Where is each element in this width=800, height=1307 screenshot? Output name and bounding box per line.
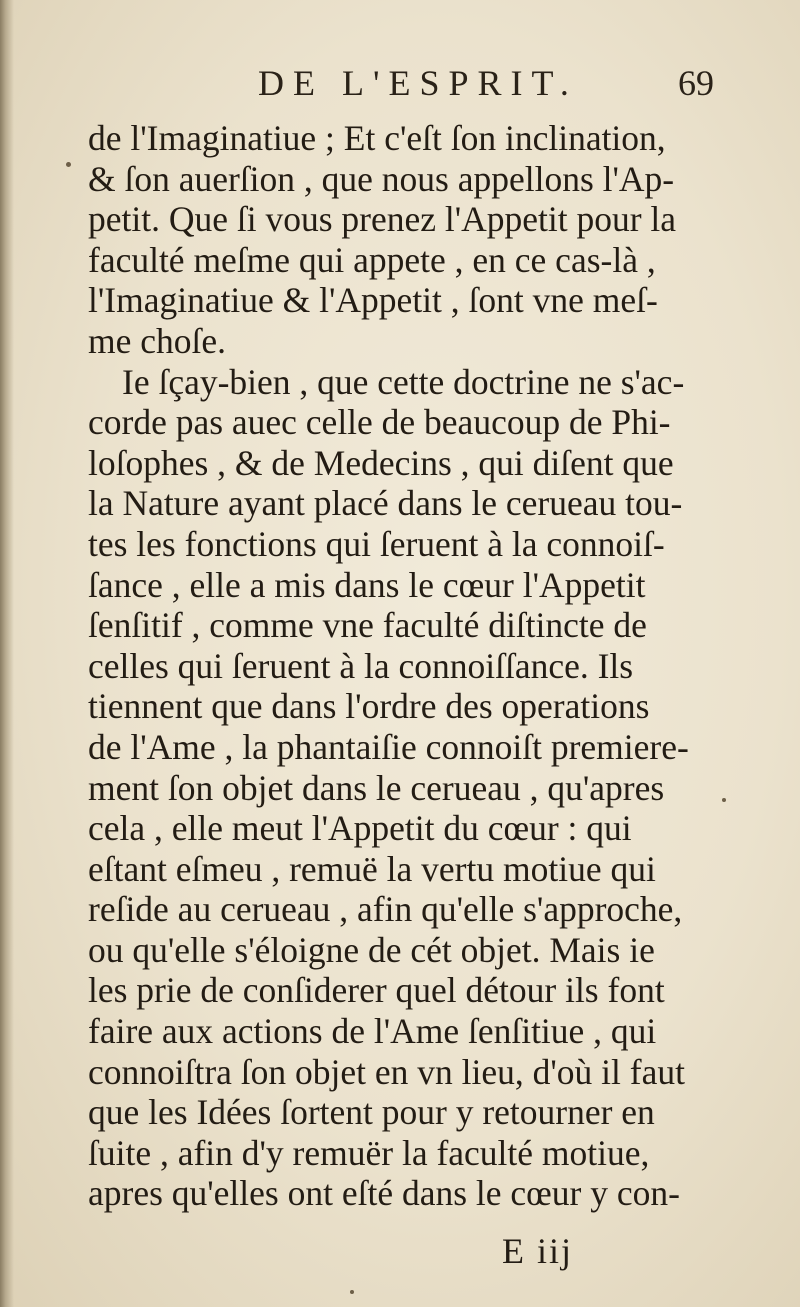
text-line: corde pas auec celle de beaucoup de Phi- [88, 402, 671, 443]
body-text [88, 118, 728, 1214]
text-line: tes les fonctions qui ſeruent à la connoiſ- [88, 523, 665, 564]
text-line: Ie ſçay-bien , que cette doctrine ne s'ac- [122, 361, 685, 402]
page-number: 69 [678, 63, 714, 103]
ink-speck [350, 1290, 354, 1294]
text-line: loſophes , & de Medecins , qui diſent que [88, 442, 674, 483]
text-line: l'Imaginatiue & l'Appetit , ſont vne meſ- [88, 280, 658, 321]
text-line: celles qui ſeruent à la connoiſſance. Ils [88, 645, 634, 686]
text-line: eſtant eſmeu , remuë la vertu motiue qui [88, 848, 656, 889]
text-line: ſenſitif , comme vne faculté diſtincte de [88, 605, 647, 646]
signature-mark: E iij [502, 1231, 573, 1271]
text-line: de l'Ame , la phantaiſie connoiſt premiere- [88, 726, 689, 767]
text-line: que les Idées ſortent pour y retourner en [88, 1092, 655, 1133]
text-line: & ſon auerſion , que nous appellons l'Ap- [88, 158, 675, 199]
text-line: de l'Imaginatiue ; Et c'eſt ſon inclination, [88, 118, 666, 158]
text-line: reſide au cerueau , afin qu'elle s'approche, [88, 889, 683, 930]
ink-speck [66, 162, 71, 167]
page-gutter-shadow [0, 0, 14, 1307]
text-line: ſance , elle a mis dans le cœur l'Appetit [88, 564, 646, 605]
text-line: faire aux actions de l'Ame ſenſitiue , qui [88, 1011, 657, 1052]
text-line: connoiſtra ſon objet en vn lieu, d'où il faut [88, 1051, 685, 1092]
text-line: ment ſon objet dans le cerueau , qu'apres [88, 767, 665, 808]
text-line: apres qu'elles ont eſté dans le cœur y con- [88, 1173, 680, 1214]
text-line: ou qu'elle s'éloigne de cét objet. Mais ie [88, 929, 655, 970]
text-line: la Nature ayant placé dans le cerueau tou- [88, 483, 683, 524]
text-line: tiennent que dans l'ordre des operations [88, 686, 650, 727]
ink-speck [722, 798, 726, 802]
text-line: ſuite , afin d'y remuër la faculté motiue, [88, 1132, 650, 1173]
running-head-title: DE L'ESPRIT. [258, 63, 578, 103]
text-line: faculté meſme qui appete , en ce cas-là , [88, 239, 656, 280]
text-line: petit. Que ſi vous prenez l'Appetit pour la [88, 199, 677, 240]
text-line: me choſe. [88, 320, 226, 361]
running-head [0, 62, 800, 112]
text-line: les prie de conſiderer quel détour ils font [88, 970, 665, 1011]
text-line: cela , elle meut l'Appetit du cœur : qui [88, 808, 632, 849]
